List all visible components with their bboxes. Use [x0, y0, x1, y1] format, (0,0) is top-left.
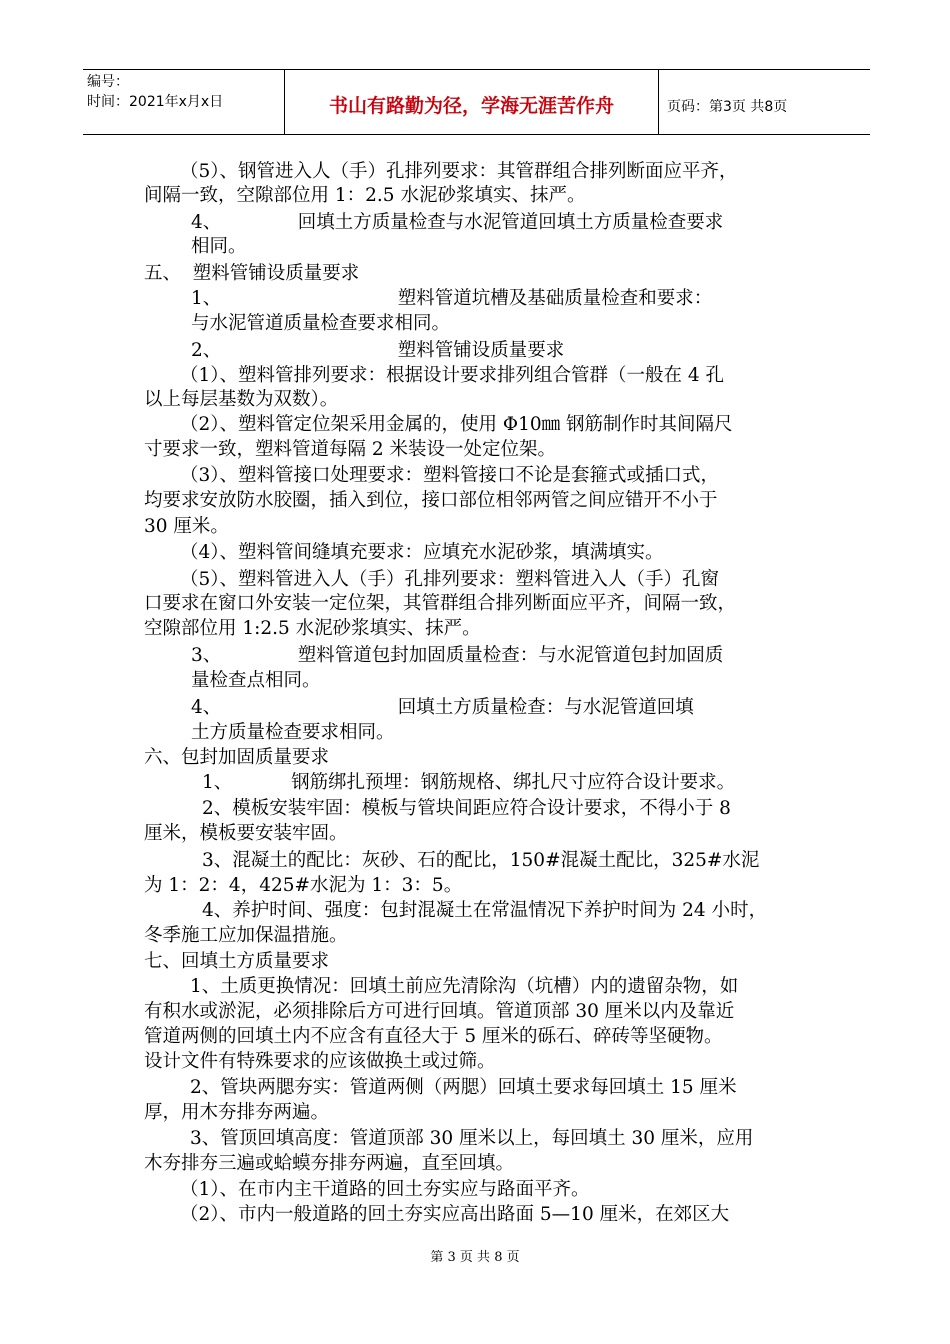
- body-line: （2）、市内一般道路的回土夯实应高出路面 5—10 厘米，在郊区大: [180, 1204, 730, 1225]
- body-line: 4、 回填土方质量检查：与水泥管道回填: [191, 697, 694, 718]
- body-line: 管道两侧的回填土内不应含有直径大于 5 厘米的砾石、碎砖等坚硬物。: [144, 1026, 723, 1047]
- body-line: 厘米，模板要安装牢固。: [144, 823, 348, 844]
- body-line: （4）、塑料管间缝填充要求：应填充水泥砂浆，填满填实。: [180, 542, 664, 563]
- header-motto: 书山有路勤为径，学海无涯苦作舟: [285, 70, 659, 134]
- body-line: 空隙部位用 1:2.5 水泥砂浆填实、抹严。: [144, 618, 481, 639]
- section-heading: 七、回填土方质量要求: [144, 951, 330, 972]
- body-line: 间隔一致，空隙部位用 1：2.5 水泥砂浆填实、抹严。: [144, 185, 586, 206]
- body-line: 4、养护时间、强度：包封混凝土在常温情况下养护时间为 24 小时，: [202, 900, 768, 921]
- body-line: （3）、塑料管接口处理要求：塑料管接口不论是套箍式或插口式，: [180, 465, 720, 486]
- section-heading: 五、 塑料管铺设质量要求: [144, 263, 360, 284]
- body-line: 有积水或淤泥，必须排除后方可进行回填。管道顶部 30 厘米以内及靠近: [144, 1001, 735, 1022]
- body-line: 30 厘米。: [144, 516, 229, 537]
- body-line: 以上每层基数为双数）。: [144, 389, 339, 410]
- body-line: 为 1：2：4，425#水泥为 1：3：5。: [144, 875, 463, 896]
- body-line: （5）、钢管进入人（手）孔排列要求：其管群组合排列断面应平齐，: [180, 161, 738, 182]
- body-line: 木夯排夯三遍或蛤蟆夯排夯两遍，直至回填。: [144, 1153, 515, 1174]
- header-page-number: 页码：第3页 共8页: [667, 99, 788, 115]
- body-line: 相同。: [191, 236, 247, 257]
- page-footer: 第 3 页 共 8 页: [430, 1250, 520, 1265]
- body-line: 均要求安放防水胶圈，插入到位，接口部位相邻两管之间应错开不小于: [144, 490, 718, 511]
- document-number-label: 编号：: [87, 74, 129, 90]
- body-line: （1）、塑料管排列要求：根据设计要求排列组合管群（一般在 4 孔: [180, 365, 725, 386]
- document-date-label: 时间：2021年x月x日: [87, 94, 224, 110]
- body-line: 2、模板安装牢固：模板与管块间距应符合设计要求，不得小于 8: [202, 798, 731, 819]
- body-line: 4、 回填土方质量检查与水泥管道回填土方质量检查要求: [191, 212, 724, 233]
- header-meta-cell: [83, 70, 285, 134]
- body-line: 设计文件有特殊要求的应该做换土或过筛。: [144, 1051, 496, 1072]
- body-line: 土方质量检查要求相同。: [191, 722, 395, 743]
- body-line: 量检查点相同。: [191, 670, 321, 691]
- section-heading: 六、包封加固质量要求: [144, 747, 330, 768]
- body-line: 寸要求一致，塑料管道每隔 2 米装设一处定位架。: [144, 439, 557, 460]
- body-line: 2、管块两腮夯实：管道两侧（两腮）回填土要求每回填土 15 厘米: [190, 1077, 737, 1098]
- body-line: （5）、塑料管进入人（手）孔排列要求：塑料管进入人（手）孔窗: [180, 569, 720, 590]
- page-header: [83, 69, 870, 135]
- body-line: 3、 塑料管道包封加固质量检查：与水泥管道包封加固质: [191, 645, 724, 666]
- body-line: 3、管顶回填高度：管道顶部 30 厘米以上，每回填土 30 厘米，应用: [190, 1128, 754, 1149]
- body-line: （1）、在市内主干道路的回土夯实应与路面平齐。: [180, 1179, 590, 1200]
- body-line: 3、混凝土的配比：灰砂、石的配比，150#混凝土配比，325#水泥: [202, 850, 760, 871]
- body-line: 1、 塑料管道坑槽及基础质量检查和要求：: [191, 288, 713, 309]
- body-line: 厚，用木夯排夯两遍。: [144, 1102, 330, 1123]
- body-line: 口要求在窗口外安装一定位架，其管群组合排列断面应平齐，间隔一致，: [144, 593, 737, 614]
- body-line: 1、 钢筋绑扎预埋：钢筋规格、绑扎尺寸应符合设计要求。: [202, 772, 736, 793]
- body-line: 2、 塑料管铺设质量要求: [191, 340, 565, 361]
- body-line: 与水泥管道质量检查要求相同。: [191, 313, 451, 334]
- body-line: 冬季施工应加保温措施。: [144, 925, 348, 946]
- body-line: 1、土质更换情况：回填土前应先清除沟（坑槽）内的遗留杂物，如: [190, 976, 739, 997]
- body-line: （2）、塑料管定位架采用金属的，使用 Φ10㎜ 钢筋制作时其间隔尺: [180, 414, 733, 435]
